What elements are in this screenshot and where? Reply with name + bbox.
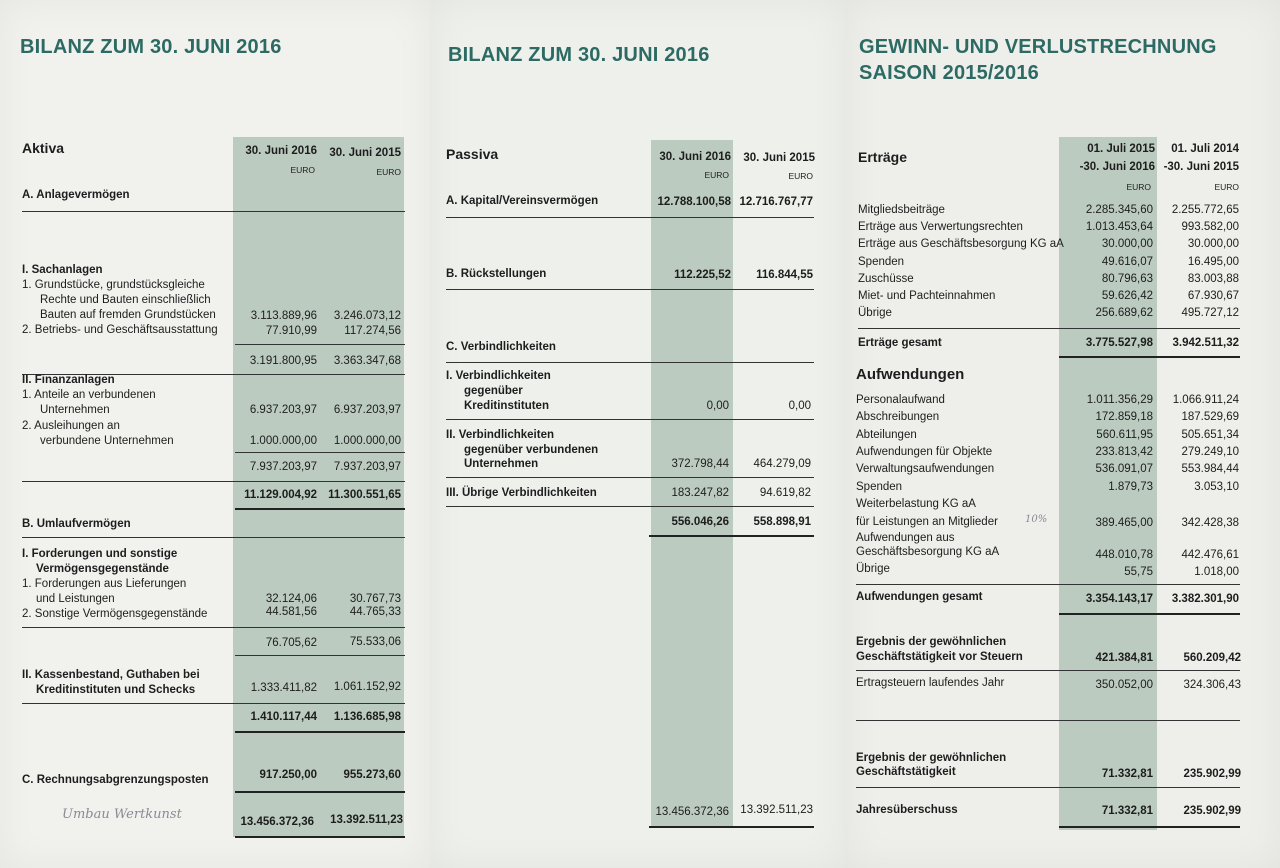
grand-total-2016: 13.456.372,36: [655, 806, 729, 818]
divider: [22, 211, 405, 212]
divider: [22, 537, 405, 538]
subtotal-2016: 7.937.203,97: [249, 461, 317, 473]
value-2015: 116.844,55: [756, 269, 813, 281]
subtotal-2015: 558.898,91: [753, 516, 811, 528]
line-item-label: Übrige: [858, 307, 892, 320]
value-previous: 279.249,10: [1181, 445, 1239, 458]
figure-column-shade: [651, 140, 733, 828]
unit-label: EURO: [788, 171, 813, 181]
guv-page: [845, 0, 1280, 868]
value-previous: 83.003,88: [1187, 272, 1239, 285]
value-2016: 6.937.203,97: [249, 404, 317, 416]
value-previous: 993.582,00: [1181, 221, 1239, 234]
subgroup-heading: I. Forderungen und sonstige: [22, 548, 178, 560]
divider: [856, 720, 1240, 721]
value-2016: 12.788.100,58: [657, 196, 731, 208]
net-income-previous: 235.902,99: [1183, 805, 1241, 817]
value-current: 448.010,78: [1095, 549, 1153, 561]
total-2016: 11.129.004,92: [244, 489, 317, 501]
value-previous: 495.727,12: [1181, 307, 1239, 320]
handwritten-note: Umbau Wertkunst: [62, 807, 182, 822]
double-rule: [1059, 826, 1240, 828]
line-item-label: Mitgliedsbeiträge: [858, 204, 945, 216]
divider: [856, 584, 1240, 585]
value-current: 389.465,00: [1095, 517, 1153, 529]
subgroup-heading: Kreditinstituten und Schecks: [36, 684, 196, 696]
group-heading: A. Kapital/Vereinsvermögen: [446, 195, 599, 207]
value-2015: 464.279,09: [753, 458, 811, 470]
divider: [446, 419, 814, 420]
col-header-2015: 30. Juni 2015: [329, 147, 401, 159]
total-2016: 1.410.117,44: [250, 711, 317, 723]
value-previous: 442.476,61: [1181, 549, 1239, 561]
subtotal-2016: 76.705,62: [265, 637, 317, 649]
value-current: 2.285.345,60: [1085, 204, 1153, 216]
value-previous: 505.651,34: [1181, 428, 1239, 441]
double-rule: [235, 791, 405, 793]
value-2015: 0,00: [788, 400, 811, 412]
result-current: 421.384,81: [1095, 652, 1153, 664]
subgroup-heading: II. Finanzanlagen: [22, 374, 115, 386]
section-heading: Passiva: [446, 146, 499, 162]
value-previous: 1.018,00: [1194, 566, 1239, 578]
divider: [446, 362, 814, 363]
value-current: 55,75: [1124, 566, 1153, 578]
subgroup-heading: Kreditinstituten: [464, 400, 549, 412]
grand-total-2015: 13.392.511,23: [330, 814, 403, 826]
line-item-label: Rechte und Bauten einschließlich: [40, 294, 211, 306]
value-previous: 16.495,00: [1187, 255, 1239, 268]
expense-total-previous: 3.382.301,90: [1171, 593, 1239, 605]
double-rule: [235, 836, 405, 838]
divider: [22, 703, 405, 704]
line-item-label: 2. Sonstige Vermögensgegenstände: [22, 608, 208, 620]
divider: [446, 506, 814, 507]
subtotal-2015: 7.937.203,97: [333, 461, 401, 473]
double-rule: [235, 731, 405, 733]
page-title: GEWINN- UND VERLUSTRECHNUNG: [859, 36, 1217, 58]
line-item-label: 1. Grundstücke, grundstücksgleiche: [22, 279, 205, 291]
line-item-label: Aufwendungen aus: [856, 532, 955, 544]
value-current: 59.626,42: [1101, 290, 1153, 302]
col-header-2016: 30. Juni 2016: [659, 151, 731, 163]
value-previous: 67.930,67: [1187, 290, 1239, 302]
line-item-label: Spenden: [858, 255, 905, 268]
grand-total-2015: 13.392.511,23: [740, 804, 813, 816]
divider: [235, 655, 405, 656]
result-label: Ergebnis der gewöhnlichen: [856, 636, 1007, 648]
section-heading: Aktiva: [22, 140, 65, 156]
page-title: BILANZ ZUM 30. JUNI 2016: [20, 36, 282, 58]
value-2015: 1.061.152,92: [333, 681, 401, 693]
result-label: Geschäftstätigkeit: [856, 766, 956, 778]
double-rule: [1059, 356, 1240, 358]
value-2015: 12.716.767,77: [739, 196, 813, 208]
value-2016: 917.250,00: [259, 769, 317, 781]
value-previous: 187.529,69: [1181, 411, 1239, 424]
value-2016: 32.124,06: [265, 593, 317, 605]
value-previous: 1.066.911,24: [1172, 394, 1239, 406]
col-header-previous-line2: -30. Juni 2015: [1163, 161, 1239, 173]
result-label: Geschäftstätigkeit vor Steuern: [856, 651, 1023, 663]
subgroup-heading: I. Sachanlagen: [22, 264, 103, 276]
line-item-label: Bauten auf fremden Grundstücken: [40, 309, 216, 321]
line-item-label: Geschäftsbesorgung KG aA: [856, 546, 1000, 558]
line-item-label: Unternehmen: [40, 404, 110, 416]
value-2016: 1.000.000,00: [249, 435, 317, 447]
value-2016: 372.798,44: [671, 458, 729, 470]
total-2015: 1.136.685,98: [333, 711, 401, 723]
value-2015: 3.246.073,12: [333, 310, 401, 322]
value-2015: 44.765,33: [349, 606, 401, 618]
value-current: 1.879,73: [1108, 480, 1153, 493]
subgroup-heading: Unternehmen: [464, 458, 539, 470]
divider: [22, 627, 405, 628]
line-item-label: für Leistungen an Mitglieder: [856, 516, 998, 528]
unit-label: EURO: [1126, 182, 1151, 192]
value-2015: 117.274,56: [344, 325, 401, 337]
value-2015: 1.000.000,00: [333, 435, 401, 447]
subgroup-heading: gegenüber verbundenen: [464, 444, 599, 456]
col-header-2015: 30. Juni 2015: [743, 152, 815, 164]
divider: [856, 670, 1240, 671]
expense-heading: Aufwendungen: [856, 366, 965, 383]
value-current: 256.689,62: [1095, 307, 1153, 320]
value-previous: 342.428,38: [1181, 517, 1239, 529]
divider: [235, 452, 405, 453]
line-item-label: Aufwendungen für Objekte: [856, 445, 993, 458]
subtotal-2015: 75.533,06: [349, 636, 401, 648]
value-2015: 6.937.203,97: [333, 404, 401, 416]
income-total-label: Erträge gesamt: [858, 337, 942, 349]
col-header-current-line2: -30. Juni 2016: [1079, 161, 1155, 173]
value-current: 49.616,07: [1101, 255, 1153, 268]
value-current: 560.611,95: [1096, 428, 1153, 441]
subgroup-heading: III. Übrige Verbindlichkeiten: [446, 487, 597, 499]
page-subtitle: SAISON 2015/2016: [859, 62, 1039, 84]
divider: [856, 787, 1240, 788]
net-income-current: 71.332,81: [1101, 805, 1153, 817]
result-previous: 235.902,99: [1183, 768, 1241, 780]
income-total-previous: 3.942.511,32: [1172, 337, 1239, 349]
value-2015: 94.619,82: [759, 487, 811, 499]
subtotal-2016: 3.191.800,95: [249, 355, 317, 367]
line-item-label: Abteilungen: [856, 428, 917, 441]
value-2016: 183.247,82: [671, 487, 729, 499]
section-heading: Erträge: [858, 149, 908, 165]
value-previous: 30.000,00: [1187, 238, 1239, 251]
value-2016: 0,00: [706, 400, 729, 412]
line-item-label: Personalaufwand: [856, 394, 945, 406]
passiva-page: [430, 0, 845, 868]
value-previous: 553.984,44: [1181, 463, 1239, 476]
line-item-label: Übrige: [856, 563, 890, 575]
subgroup-heading: II. Kassenbestand, Guthaben bei: [22, 669, 200, 681]
expense-total-current: 3.354.143,17: [1085, 593, 1153, 605]
tax-previous: 324.306,43: [1183, 679, 1241, 691]
handwritten-note: 10%: [1025, 514, 1048, 525]
subtotal-2016: 556.046,26: [671, 516, 729, 528]
line-item-label: Verwaltungsaufwendungen: [856, 463, 995, 476]
aktiva-page: [0, 0, 430, 868]
page-title: BILANZ ZUM 30. JUNI 2016: [448, 44, 710, 66]
value-2015: 30.767,73: [349, 593, 401, 605]
divider: [446, 289, 814, 290]
line-item-label: 1. Anteile an verbundenen: [22, 389, 156, 401]
tax-label: Ertragsteuern laufendes Jahr: [856, 677, 1005, 689]
line-item-label: 2. Ausleihungen an: [22, 420, 120, 432]
value-2016: 77.910,99: [265, 325, 317, 337]
divider: [446, 477, 814, 478]
tax-current: 350.052,00: [1095, 679, 1153, 691]
double-rule: [235, 508, 405, 510]
value-current: 30.000,00: [1101, 238, 1153, 251]
value-current: 233.813,42: [1095, 445, 1153, 458]
result-label: Ergebnis der gewöhnlichen: [856, 752, 1007, 764]
group-heading: C. Rechnungsabgrenzungsposten: [22, 774, 209, 786]
total-2015: 11.300.551,65: [328, 489, 401, 501]
value-current: 80.796,63: [1101, 272, 1153, 285]
double-rule: [649, 535, 814, 537]
subgroup-heading: gegenüber: [464, 385, 523, 397]
col-header-2016: 30. Juni 2016: [245, 145, 317, 157]
value-current: 172.859,18: [1095, 411, 1153, 424]
col-header-current-line1: 01. Juli 2015: [1087, 143, 1155, 155]
grand-total-2016: 13.456.372,36: [240, 816, 314, 828]
result-previous: 560.209,42: [1183, 652, 1241, 664]
group-heading: B. Rückstellungen: [446, 268, 547, 280]
line-item-label: 2. Betriebs- und Geschäftsausstattung: [22, 324, 218, 336]
line-item-label: Miet- und Pachteinnahmen: [858, 290, 996, 302]
col-header-previous-line1: 01. Juli 2014: [1171, 143, 1239, 155]
subgroup-heading: Vermögensgegenstände: [36, 563, 169, 575]
divider: [858, 328, 1240, 329]
unit-label: EURO: [704, 170, 729, 180]
value-2016: 112.225,52: [674, 269, 731, 281]
unit-label: EURO: [376, 167, 401, 177]
double-rule: [649, 826, 814, 828]
result-current: 71.332,81: [1101, 768, 1153, 780]
line-item-label: Abschreibungen: [856, 411, 940, 424]
net-income-label: Jahresüberschuss: [856, 804, 958, 816]
expense-total-label: Aufwendungen gesamt: [856, 591, 983, 603]
subtotal-2015: 3.363.347,68: [333, 355, 401, 367]
value-current: 536.091,07: [1095, 463, 1153, 476]
group-heading: C. Verbindlichkeiten: [446, 341, 556, 353]
subgroup-heading: I. Verbindlichkeiten: [446, 370, 551, 382]
divider: [22, 481, 405, 482]
value-2015: 955.273,60: [343, 769, 401, 781]
line-item-label: verbundene Unternehmen: [40, 435, 174, 447]
group-heading: B. Umlaufvermögen: [22, 518, 131, 530]
value-previous: 2.255.772,65: [1171, 204, 1239, 216]
line-item-label: Weiterbelastung KG aA: [856, 498, 976, 510]
line-item-label: und Leistungen: [36, 593, 115, 605]
value-2016: 3.113.889,96: [250, 310, 317, 322]
value-current: 1.013.453,64: [1085, 221, 1153, 234]
value-2016: 1.333.411,82: [250, 682, 317, 694]
divider: [235, 344, 405, 345]
subgroup-heading: II. Verbindlichkeiten: [446, 429, 555, 441]
value-previous: 3.053,10: [1194, 480, 1239, 493]
unit-label: EURO: [1214, 182, 1239, 192]
line-item-label: Spenden: [856, 480, 903, 493]
income-total-current: 3.775.527,98: [1085, 337, 1153, 349]
line-item-label: 1. Forderungen aus Lieferungen: [22, 578, 187, 590]
double-rule: [1059, 613, 1240, 615]
line-item-label: Erträge aus Geschäftsbesorgung KG aA: [858, 238, 1064, 251]
line-item-label: Erträge aus Verwertungsrechten: [858, 221, 1023, 234]
line-item-label: Zuschüsse: [858, 272, 914, 285]
unit-label: EURO: [290, 165, 315, 175]
value-2016: 44.581,56: [265, 606, 317, 618]
group-heading: A. Anlagevermögen: [22, 189, 130, 201]
value-current: 1.011.356,29: [1086, 394, 1153, 406]
divider: [446, 217, 814, 218]
